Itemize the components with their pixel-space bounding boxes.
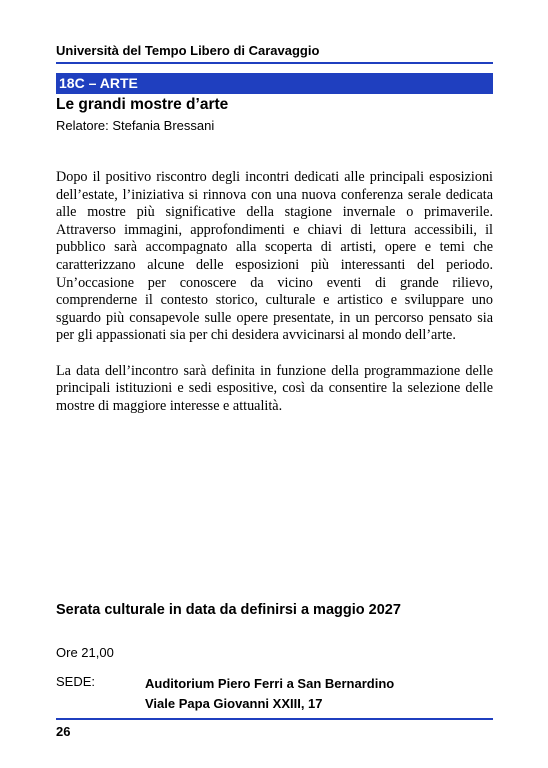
- event-time: Ore 21,00: [56, 645, 114, 660]
- page-number: 26: [56, 724, 71, 739]
- course-speaker: Relatore: Stefania Bressani: [56, 118, 215, 133]
- institution-header: Università del Tempo Libero di Caravaggio: [56, 43, 320, 58]
- section-code-bar: 18C – ARTE: [56, 73, 493, 94]
- course-description: [56, 169, 493, 433]
- description-paragraph: Dopo il positivo riscontro degli incontri dedicati alle principali esposizioni dell’estate, l’iniziativa si rinnova con una nuova conferenza serale dedicata alle mostre più significative della stagione invernale o primaverile. Attraverso immagini, approfondimenti e chiavi di lettura accessibili, il pubblico sarà accompagnato alla scoperta di artisti, opere e temi che caratterizzano alcune delle esposizioni più interessanti del periodo. Un’occasione per conoscere da vicino eventi di grande rilievo, comprenderne il contesto storico, culturale e artistico e sviluppare uno sguardo più consapevole sulle opere presentate, in un percorso pensato sia per gli appassionati sia per chi desidera avvicinarsi al mondo dell’arte.: [56, 169, 493, 344]
- venue-details: [145, 674, 394, 714]
- description-paragraph: La data dell’incontro sarà definita in funzione della programmazione delle principali istituzioni e sedi espositive, così da consentire la selezione delle mostre di maggiore interesse e attualità.: [56, 362, 493, 414]
- venue-address: Viale Papa Giovanni XXIII, 17: [145, 696, 323, 711]
- header-rule: [56, 62, 493, 64]
- venue-name: Auditorium Piero Ferri a San Bernardino: [145, 676, 395, 691]
- course-title: Le grandi mostre d’arte: [56, 96, 229, 113]
- venue-label: SEDE:: [56, 674, 96, 689]
- footer-rule: [56, 718, 493, 720]
- event-date-line: Serata culturale in data da definirsi a maggio 2027: [56, 602, 401, 618]
